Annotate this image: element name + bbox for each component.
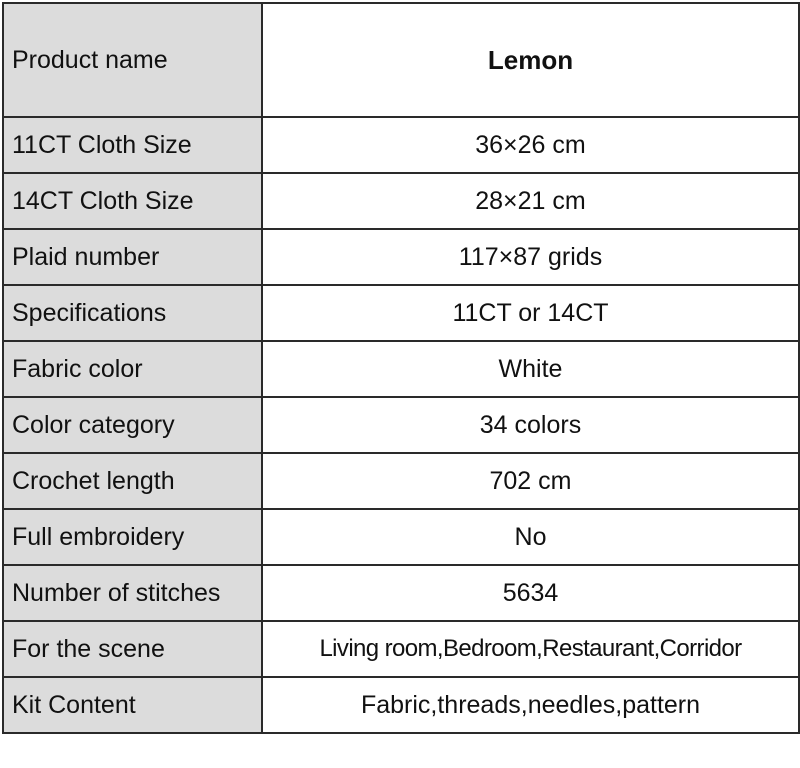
row-label: Product name [3, 3, 262, 117]
row-label: 11CT Cloth Size [3, 117, 262, 173]
row-value: 702 cm [262, 453, 799, 509]
row-label: Full embroidery [3, 509, 262, 565]
product-name-value: Lemon [262, 3, 799, 117]
table-row [3, 509, 799, 565]
table-row-product-name [3, 3, 799, 117]
row-label: Color category [3, 397, 262, 453]
table-row [3, 173, 799, 229]
row-value: White [262, 341, 799, 397]
row-value: No [262, 509, 799, 565]
row-value: Living room,Bedroom,Restaurant,Corridor [262, 621, 799, 677]
row-label: Specifications [3, 285, 262, 341]
row-value: 34 colors [262, 397, 799, 453]
row-value: 28×21 cm [262, 173, 799, 229]
row-label: Kit Content [3, 677, 262, 733]
table-row [3, 397, 799, 453]
row-value: Fabric,threads,needles,pattern [262, 677, 799, 733]
table-row [3, 341, 799, 397]
row-label: 14CT Cloth Size [3, 173, 262, 229]
table-row [3, 677, 799, 733]
row-value: 5634 [262, 565, 799, 621]
row-value: 36×26 cm [262, 117, 799, 173]
row-label: For the scene [3, 621, 262, 677]
row-label: Plaid number [3, 229, 262, 285]
table-row [3, 285, 799, 341]
table-row [3, 229, 799, 285]
table-row [3, 453, 799, 509]
table-row [3, 621, 799, 677]
row-label: Fabric color [3, 341, 262, 397]
table-row [3, 565, 799, 621]
row-value: 117×87 grids [262, 229, 799, 285]
row-value: 11CT or 14CT [262, 285, 799, 341]
row-label: Number of stitches [3, 565, 262, 621]
table-row [3, 117, 799, 173]
product-spec-table [2, 2, 800, 734]
row-label: Crochet length [3, 453, 262, 509]
